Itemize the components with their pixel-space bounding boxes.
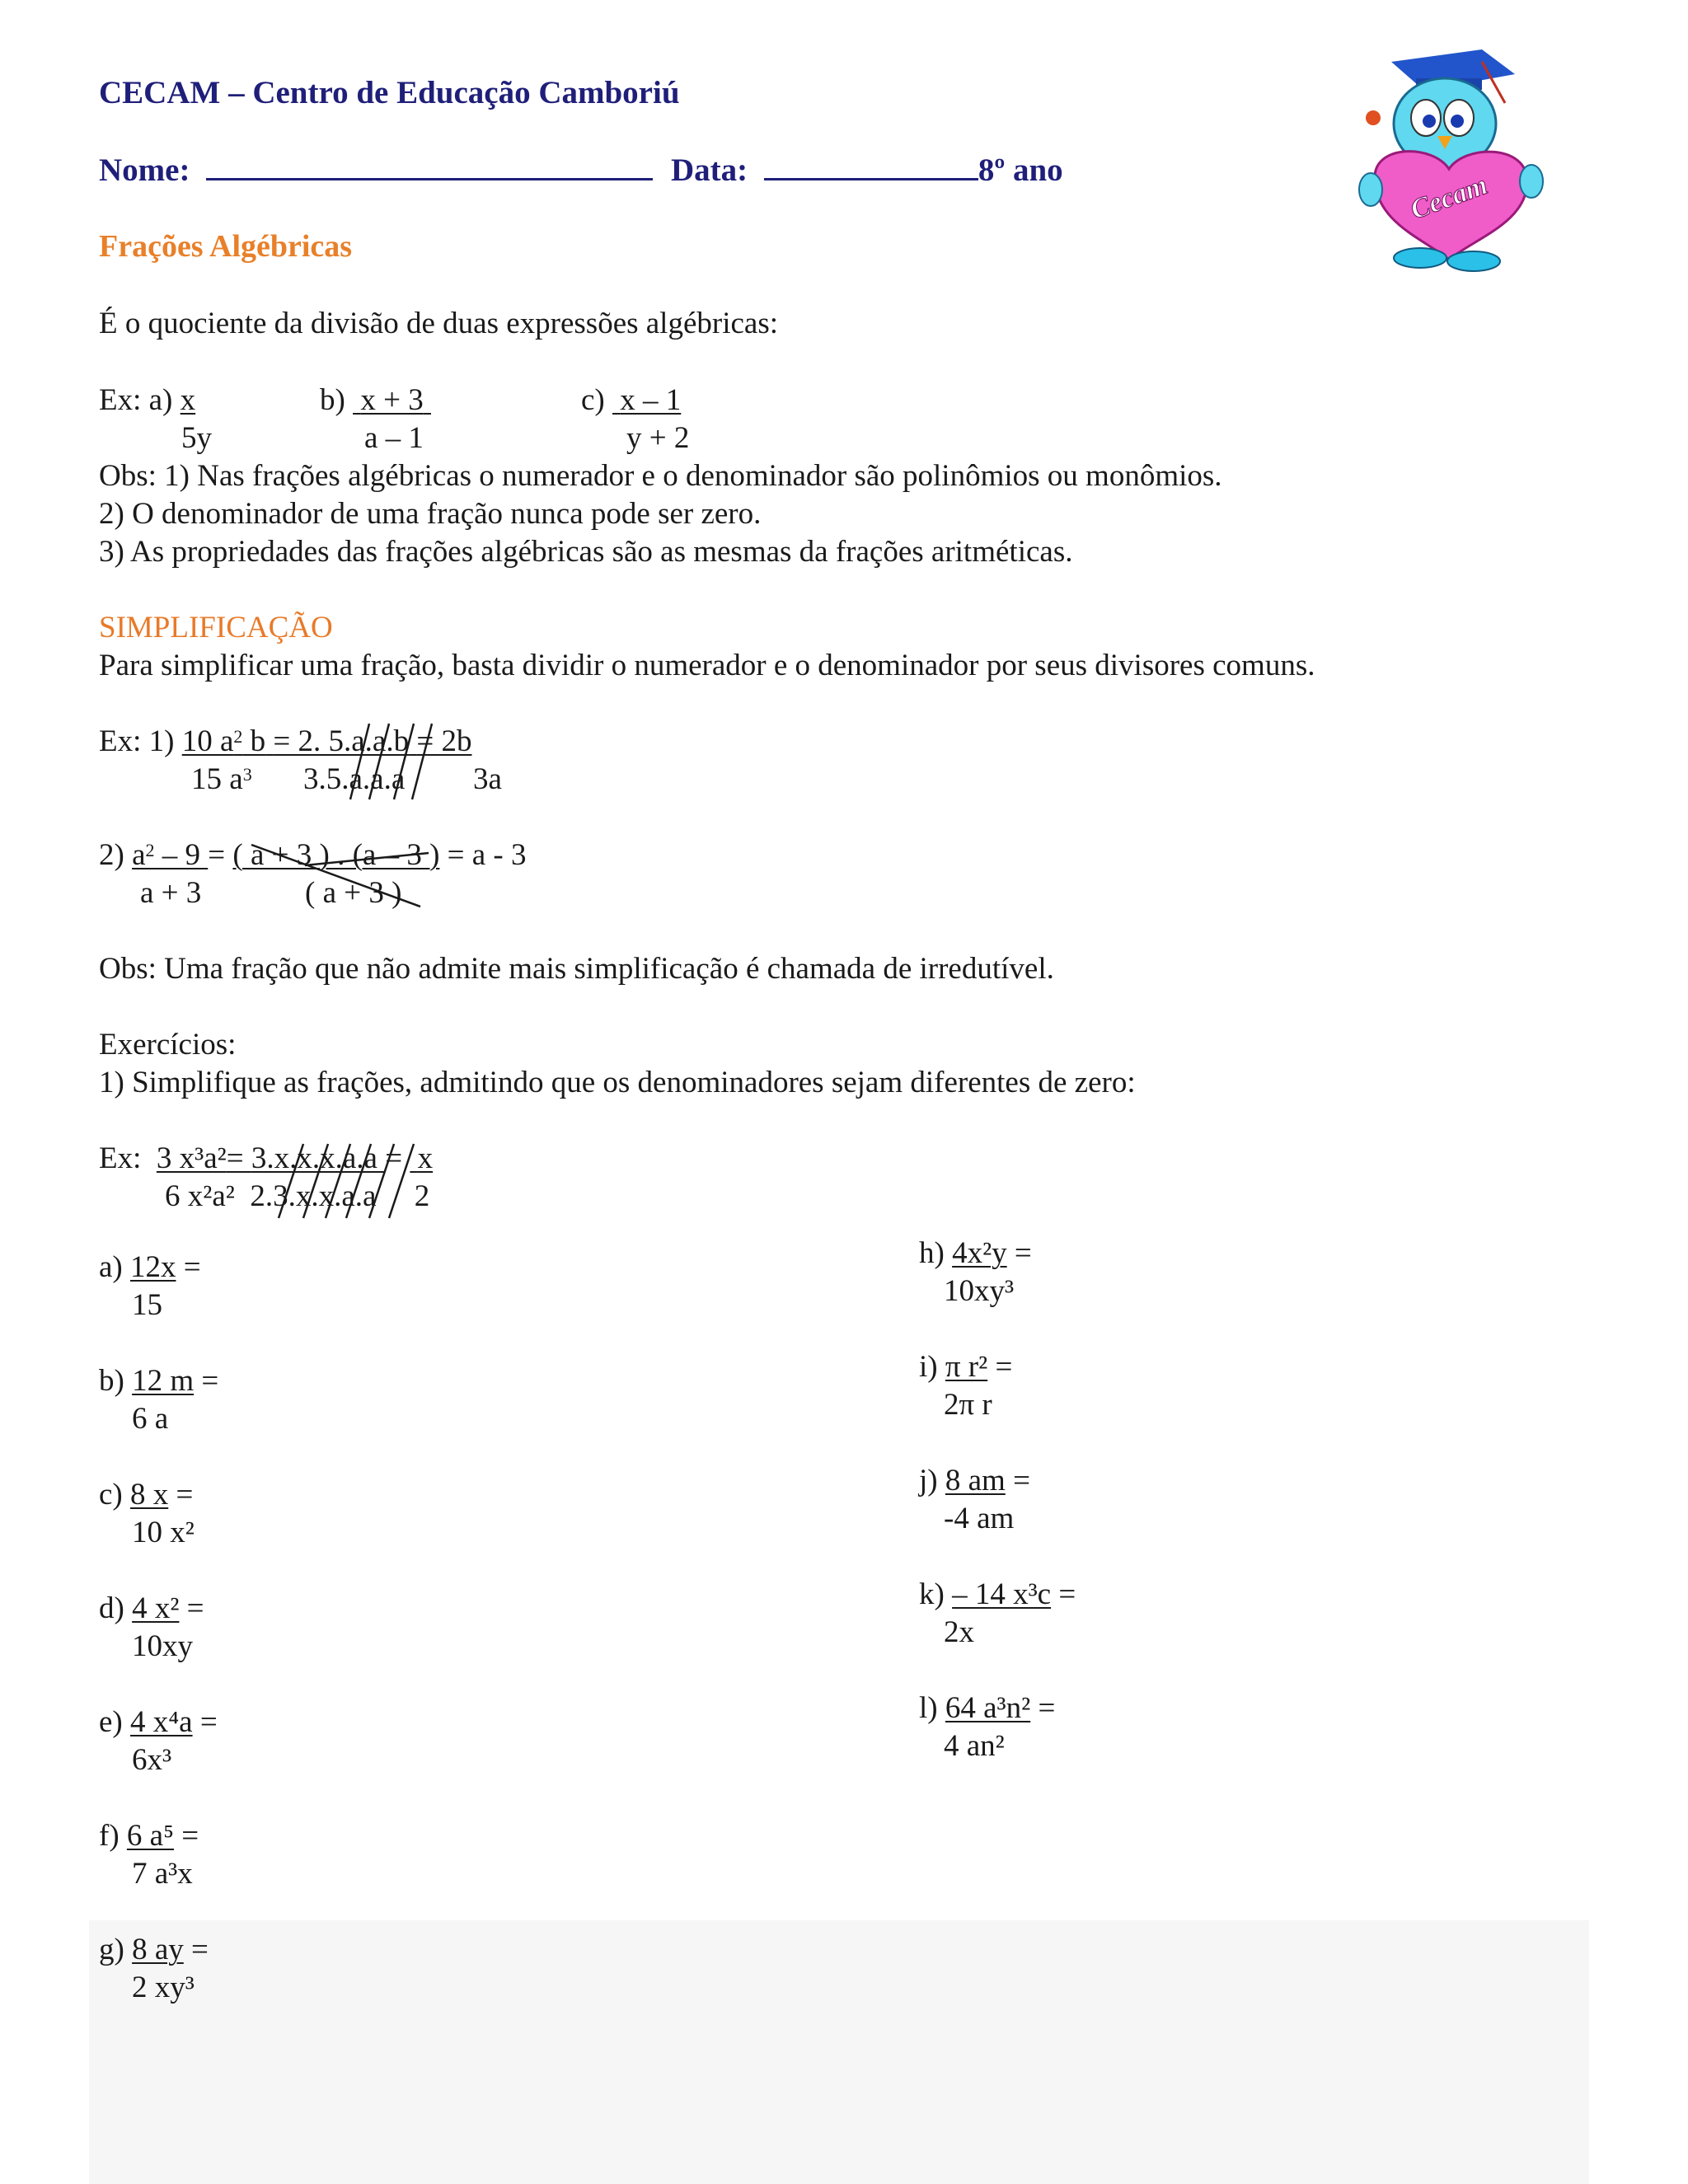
exercise-item: d) 4 x² = <box>99 1591 204 1625</box>
exercise-denominator: 6x³ <box>132 1743 172 1777</box>
exercises-instruction: 1) Simplifique as frações, admitindo que os denominadores sejam diferentes de zero: <box>99 1066 1136 1099</box>
exercise-item: i) π r² = <box>919 1350 1013 1384</box>
exercise-numerator: 12x <box>130 1250 176 1284</box>
exercise-numerator: 64 a³n² <box>945 1691 1031 1725</box>
exercise-denominator: 10xy <box>132 1629 193 1663</box>
exercises-heading: Exercícios: <box>99 1028 237 1062</box>
school-title: CECAM – Centro de Educação Camboriú <box>99 75 680 110</box>
ex2-mid-denominator: ( a + 3 ) <box>305 876 402 910</box>
strike-mark <box>369 1144 394 1218</box>
exercise-item: l) 64 a³n² = <box>919 1691 1056 1725</box>
exercise-denominator: 2 xy³ <box>132 1971 195 2004</box>
section-heading-simplification: SIMPLIFICAÇÃO <box>99 611 333 644</box>
example-prefix: Ex: a) x <box>99 383 196 417</box>
exercise-item: f) 6 a⁵ = <box>99 1819 199 1853</box>
strike-mark <box>303 1144 328 1218</box>
definition-text: É o quociente da divisão de duas expressões algébricas: <box>99 307 779 340</box>
ex2-denominator: a + 3 <box>140 876 202 910</box>
exercise-denominator: 4 an² <box>944 1729 1005 1763</box>
strike-mark <box>389 1144 414 1218</box>
exercise-example: Ex: 3 x³a²= 3.x.x.x.a.a = x <box>99 1141 434 1175</box>
ex1-result-numerator: = 2b <box>416 724 472 758</box>
exercise-example-numerator: 3 x³a²= 3.x.x.x.a.a <box>156 1141 377 1175</box>
exercise-numerator: 8 am <box>945 1464 1006 1497</box>
logo-text: Cecam <box>1406 169 1492 226</box>
exercise-numerator: 4 x² <box>132 1591 180 1625</box>
exercise-numerator: 4 x⁴a <box>130 1705 193 1739</box>
ex2-result: = a - 3 <box>447 838 527 872</box>
ex1-mid-denominator: 3.5.a.a.a <box>303 762 406 796</box>
example-a-denominator: 5y <box>181 421 212 455</box>
exercise-numerator: π r² <box>945 1350 988 1384</box>
strike-mark <box>412 724 432 799</box>
cecam-owl-logo <box>1358 45 1548 276</box>
exercise-item: e) 4 x⁴a = <box>99 1705 218 1739</box>
name-label: Nome: <box>99 152 190 188</box>
exercise-item: j) 8 am = <box>919 1464 1030 1497</box>
strike-mark <box>279 1144 303 1218</box>
simplification-example-2: 2) $a^2 - 9$ = ( a + 3 ) . (a – 3 ) = a - 3 <box>99 838 527 872</box>
obs-line-2: 2) O denominador de uma fração nunca pode ser zero. <box>99 497 762 531</box>
exercise-item: c) 8 x = <box>99 1478 194 1511</box>
strike-mark <box>394 724 414 799</box>
example-c-denominator: y + 2 <box>626 421 690 455</box>
strike-mark <box>251 845 420 907</box>
irreducible-note: Obs: Uma fração que não admite mais simplificação é chamada de irredutível. <box>99 952 1054 986</box>
exercise-example-result-numerator: x <box>417 1141 434 1175</box>
date-label: Data: <box>670 152 748 188</box>
simplification-example-1: Ex: 1) 10 $a^2$ b = 2. 5.a.a.b = 2b <box>99 724 472 758</box>
strike-mark <box>326 1144 350 1218</box>
exercise-denominator: 15 <box>132 1288 162 1322</box>
example-a-numerator: x <box>180 383 196 417</box>
strike-mark <box>369 724 389 799</box>
exercise-denominator: 2x <box>944 1615 974 1649</box>
ex1-result-denominator: 3a <box>473 762 502 796</box>
ex1-fraction-denominator: 15 $a^3$ <box>191 762 252 796</box>
example-b-denominator: a – 1 <box>364 421 424 455</box>
exercise-denominator: 7 a³x <box>132 1857 193 1891</box>
exercise-numerator: 12 m <box>132 1364 195 1398</box>
exercise-denominator: 6 a <box>132 1402 169 1436</box>
strike-mark <box>350 724 369 799</box>
example-c: c) x – 1 <box>581 383 682 417</box>
exercise-item: g) 8 ay = <box>99 1933 209 1966</box>
example-b: b) x + 3 <box>320 382 431 419</box>
ex2-numerator: $a^2 - 9$ <box>132 838 201 872</box>
exercise-item: b) 12 m = <box>99 1364 219 1398</box>
exercise-item: h) 4x²y = <box>919 1236 1032 1270</box>
obs-line-3: 3) As propriedades das frações algébricas são as mesmas da frações aritméticas. <box>99 535 1073 569</box>
exercise-numerator: – 14 x³c <box>952 1577 1052 1611</box>
page-title: Frações Algébricas <box>99 229 353 264</box>
exercise-denominator: 10xy³ <box>944 1274 1015 1308</box>
grade-label: 8º ano <box>978 152 1063 188</box>
example-b-numerator: x + 3 <box>360 383 424 417</box>
ex1-fraction-numerator: 10 $a^2$ b = 2. 5.a.a.b <box>181 724 410 758</box>
exercise-denominator: 10 x² <box>132 1516 195 1549</box>
example-c-numerator: x – 1 <box>620 383 682 417</box>
exercise-denominator: -4 am <box>944 1502 1015 1535</box>
exercise-numerator: 4x²y <box>952 1236 1007 1270</box>
strike-mark <box>346 1144 371 1218</box>
exercise-item: a) 12x = <box>99 1250 201 1284</box>
exercise-denominator: 2π r <box>944 1388 992 1422</box>
simplification-text: Para simplificar uma fração, basta dividir o numerador e o denominador por seus divisores comuns. <box>99 649 1315 682</box>
exercise-example-denominator: 6 x²a² 2.3.x.x.a.a 2 <box>165 1179 430 1213</box>
obs-line-1: Obs: 1) Nas frações algébricas o numerador e o denominador são polinômios ou monômios. <box>99 459 1222 493</box>
exercise-numerator: 8 x <box>130 1478 169 1511</box>
exercise-numerator: 6 a⁵ <box>126 1819 174 1853</box>
ex2-mid-numerator: ( a + 3 ) . (a – 3 ) <box>232 838 440 872</box>
exercise-numerator: 8 ay <box>132 1933 184 1966</box>
exercise-item: k) – 14 x³c = <box>919 1577 1076 1611</box>
strike-mark <box>305 853 429 865</box>
